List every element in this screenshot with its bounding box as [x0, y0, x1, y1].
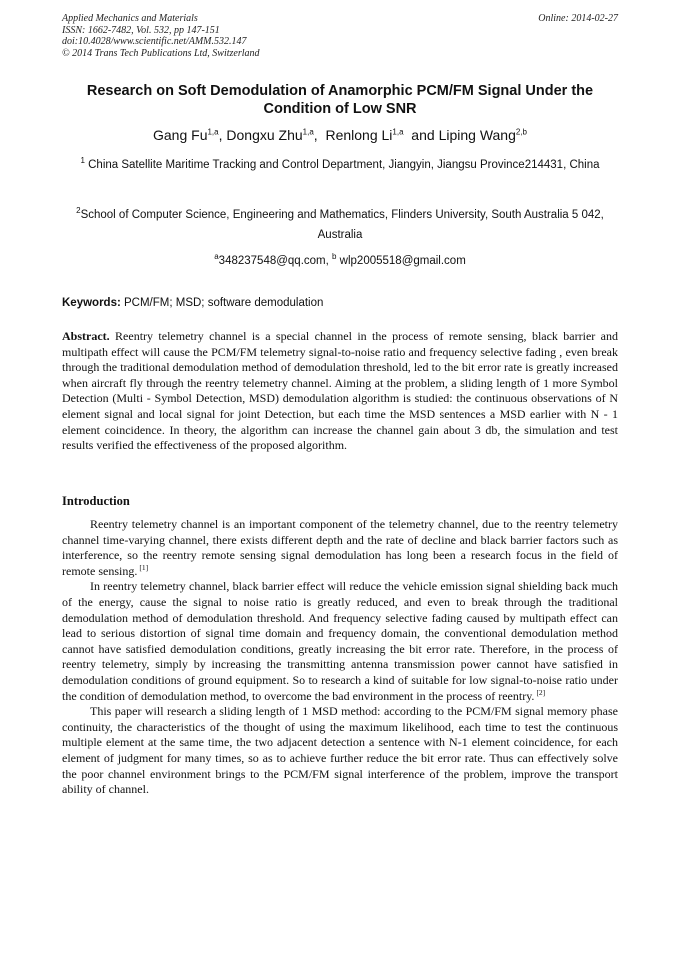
email-address: 348237548@qq.com,	[218, 255, 333, 267]
keywords-text: PCM/FM; MSD; software demodulation	[124, 297, 324, 309]
copyright-line: © 2014 Trans Tech Publications Ltd, Switzerland	[62, 47, 260, 59]
introduction-body	[62, 517, 618, 798]
author-affiliation-mark: 1,a	[207, 127, 219, 137]
email-mark: a	[214, 252, 219, 262]
affiliation-text: China Satellite Maritime Tracking and Control Department, Jiangyin, Jiangsu Province214431, China	[88, 159, 600, 171]
paragraph	[62, 704, 618, 798]
citation-mark: [1]	[139, 562, 149, 572]
journal-name: Applied Mechanics and Materials	[62, 13, 198, 24]
online-date: Online: 2014-02-27	[538, 13, 618, 24]
abstract-label: Abstract.	[62, 329, 110, 343]
paragraph-text: In reentry telemetry channel, black barrier effect will reduce the vehicle emission signal shielding back much of the energy, cause the signal to noise ratio is greatly reduced, and even to break through the traditional demodulation method of demodulation threshold. And frequency selective fading caused by multipath effect can lead to serious distortion of signal time domain and frequency domain, the conventional demodulation method cannot have satisfied demodulation conditions, greatly increasing the bit error rate. Therefore, in the process of reentry telemetry, simply by increasing the transmitting antenna transmission power cannot have satisfied in demodulation conditions of ground equipment. So to research a kind of suitable for low signal-to-noise ratio under the condition of demodulation method, to overcome the bad environment in the process of reentry.	[62, 579, 618, 703]
author-separator: ,	[218, 127, 227, 143]
paper-title: Research on Soft Demodulation of Anamorphic PCM/FM Signal Under the Condition of Low SNR	[86, 83, 594, 117]
paragraph-text: Reentry telemetry channel is an important component of the telemetry channel, due to the reentry telemetry channel time-varying channel, there exists different depth and the rate of decline and black barrier factors such as interference, so the reentry remote sensing signal demodulation has long been a research focus in the field of remote sensing.	[62, 517, 618, 578]
author-separator: and	[403, 127, 439, 143]
journal-header	[62, 13, 618, 59]
keywords	[62, 296, 618, 311]
author-separator: ,	[313, 127, 326, 143]
affiliation-1	[62, 155, 618, 175]
affiliation-mark: 2	[76, 206, 81, 216]
email-address: wlp2005518@gmail.com	[339, 255, 466, 267]
author-affiliation-mark: 1,a	[302, 127, 314, 137]
author-name: Gang Fu	[153, 127, 208, 143]
paragraph-text: This paper will research a sliding length of 1 MSD method: according to the PCM/FM signal memory phase continuity, the characteristics of the thought of using the maximum likelihood, each time to test the continuous multiple element at the same time, the two adjacent detection a sentence with N-1 element coincidence, for each element of judgment for many times, so as to achieve further reduce the bit error rate. Thus can effectively solve the poor channel environment brings to the PCM/FM signal interference of the problem, improve the transport ability of channel.	[62, 704, 618, 797]
abstract-text: Reentry telemetry channel is a special channel in the process of remote sensing, black barrier and multipath effect will cause the PCM/FM telemetry signal-to-noise ratio and frequency selective fading , even break through the traditional demodulation method of demodulation threshold, led to the bit error rate is greatly increased when aircraft fly through the reentry telemetry channel. Aiming at the problem, a sliding length of 1 more Symbol Detection (Multi - Symbol Detection, MSD) demodulation algorithm is studied: the continuous observations of N element signal and local signal for joint Detection, but each time the MSD sentences a MSD earlier with N - 1 element coincidence. In theory, the algorithm can increase the channel gain about 3 db, the simulation and test results verified the effectiveness of the proposed algorithm.	[62, 329, 618, 453]
paragraph	[62, 517, 618, 579]
section-heading-introduction: Introduction	[62, 494, 130, 508]
paragraph	[62, 579, 618, 704]
keywords-label: Keywords:	[62, 297, 121, 309]
author-name: Dongxu Zhu	[226, 127, 303, 143]
citation-mark: [2]	[536, 687, 546, 697]
author-name: Renlong Li	[325, 127, 393, 143]
author-name: Liping Wang	[438, 127, 516, 143]
doi-line: doi:10.4028/www.scientific.net/AMM.532.147	[62, 36, 247, 47]
email-line	[62, 253, 618, 269]
affiliation-text: School of Computer Science, Engineering and Mathematics, Flinders University, South Australia 5 042, Australia	[80, 209, 604, 241]
affiliation-2	[62, 205, 618, 245]
author-affiliation-mark: 1,a	[392, 127, 404, 137]
author-affiliation-mark: 2,b	[515, 127, 527, 137]
issn-line: ISSN: 1662-7482, Vol. 532, pp 147-151	[62, 24, 220, 36]
author-list	[62, 126, 618, 144]
abstract	[62, 329, 618, 454]
affiliation-mark: 1	[80, 156, 85, 166]
email-mark: b	[332, 252, 337, 262]
